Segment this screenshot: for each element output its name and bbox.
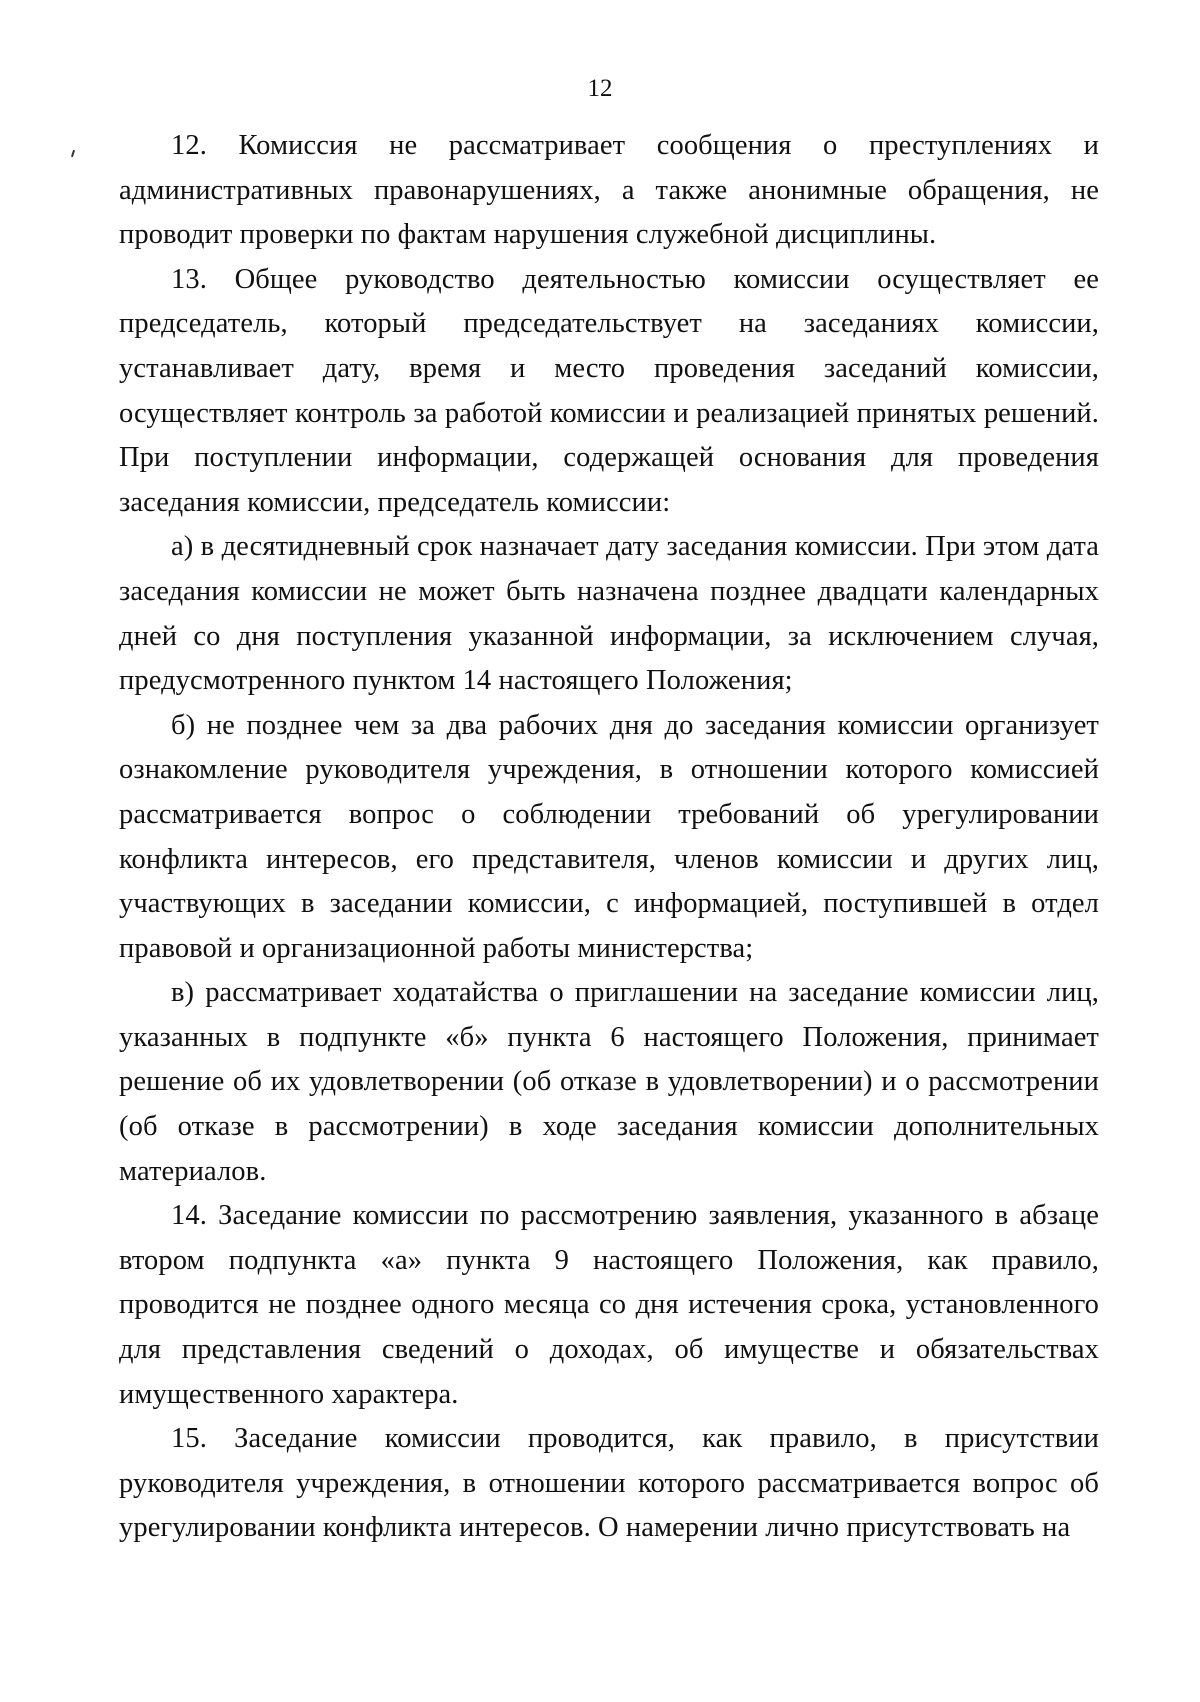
paragraph-12: 12. Комиссия не рассматривает сообщения о преступлениях и административных правонарушениях, а также анонимные обращения, не проводит проверки по фактам нарушения служебной дисциплины.: [119, 130, 1099, 251]
paragraph-13: 13. Общее руководство деятельностью комиссии осуществляет ее председатель, который председательствует на заседаниях комиссии, устанавливает дату, время и место проведения заседаний комиссии, осуществляет контроль за работой комиссии и реализацией принятых решений. При поступлении информации, содержащей основания для проведения заседания комиссии, председатель комиссии:: [119, 263, 1099, 518]
subparagraph-b: б) не позднее чем за два рабочих дня до заседания комиссии организует ознакомление руководителя учреждения, в отношении которого комиссией рассматривается вопрос о соблюдении требований об урегулировании конфликта интересов, его представителя, членов комиссии и других лиц, участвующих в заседании комиссии, с информацией, поступившей в отдел правовой и организационной работы министерства;: [119, 709, 1099, 964]
scan-mark: [71, 150, 75, 157]
paragraph-15: 15. Заседание комиссии проводится, как правило, в присутствии руководителя учреждения, в отношении которого рассматривается вопрос об урегулировании конфликта интересов. О намерении лично присутствовать на: [119, 1423, 1099, 1544]
subparagraph-v: в) рассматривает ходатайства о приглашении на заседание комиссии лиц, указанных в подпункте «б» пункта 6 настоящего Положения, принимает решение об их удовлетворении (об отказе в удовлетворении) и о рассмотрении (об отказе в рассмотрении) в ходе заседания комиссии дополнительных материалов.: [119, 977, 1099, 1187]
document-body: [119, 124, 1099, 1551]
page-number: 12: [587, 75, 613, 102]
paragraph-14: 14. Заседание комиссии по рассмотрению заявления, указанного в абзаце втором подпункта «а» пункта 9 настоящего Положения, как правило, проводится не позднее одного месяца со дня истечения срока, установленного для представления сведений о доходах, об имуществе и обязательствах имущественного характера.: [119, 1200, 1099, 1410]
subparagraph-a: а) в десятидневный срок назначает дату заседания комиссии. При этом дата заседания комиссии не может быть назначена позднее двадцати календарных дней со дня поступления указанной информации, за исключением случая, предусмотренного пунктом 14 настоящего Положения;: [119, 531, 1099, 697]
